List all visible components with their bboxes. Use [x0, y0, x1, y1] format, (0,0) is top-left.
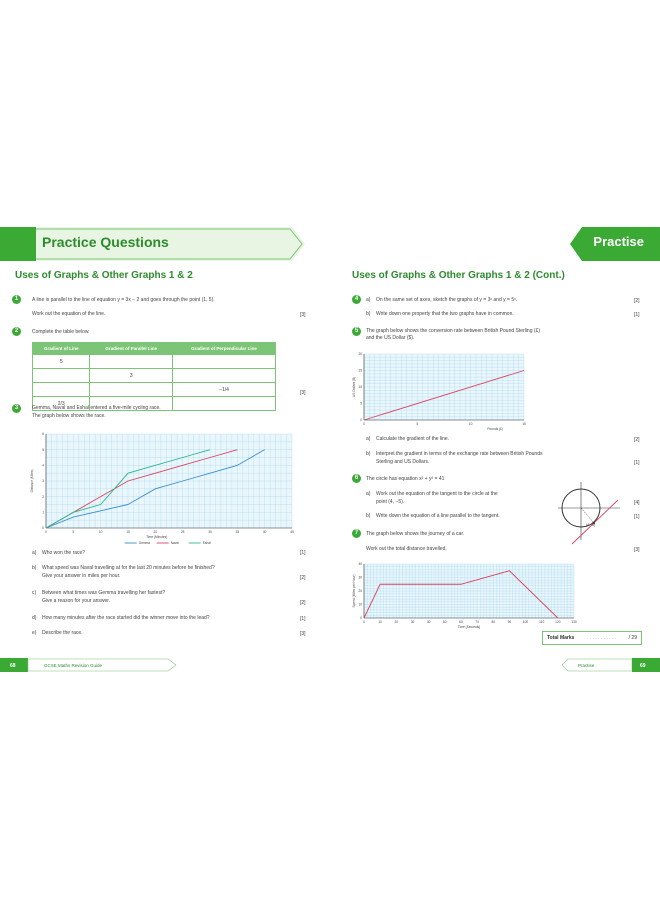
book-title: GCSE Maths Revision Guide — [44, 663, 103, 668]
table-cell[interactable]: −1/4 — [173, 383, 276, 397]
q7-text: The graph below shows the journey of a car. — [366, 531, 465, 537]
x-tick-label: 0 — [45, 530, 47, 534]
left-page — [0, 222, 330, 682]
total-marks-dots: . . . . . . . . . . . — [587, 635, 617, 641]
q5-text-2: and the US Dollar ($). — [366, 335, 415, 341]
table-row — [33, 369, 276, 383]
question-number-2: 2 — [12, 327, 21, 336]
table-cell[interactable] — [173, 369, 276, 383]
table-header: Gradient of Perpendicular Line — [173, 343, 276, 355]
y-tick-label: 0 — [360, 418, 362, 423]
q5a-text: Calculate the gradient of the line. — [376, 436, 450, 442]
x-tick-label: 100 — [522, 620, 529, 624]
table-cell[interactable] — [33, 383, 90, 397]
y-tick-label: 5 — [42, 447, 44, 452]
y-tick-label: 1 — [42, 510, 44, 515]
y-tick-label: 0 — [360, 616, 362, 621]
q5-text: The graph below shows the conversion rate between British Pound Sterling (£) — [366, 328, 540, 334]
x-tick-label: 0 — [363, 422, 365, 426]
table-cell[interactable] — [173, 355, 276, 369]
q6a-text-2: point (4, −5). — [376, 499, 405, 505]
x-axis-label: Pounds (£) — [487, 427, 503, 431]
x-tick-label: 40 — [262, 530, 267, 534]
q6a-text: Work out the equation of the tangent to the circle at the — [376, 491, 498, 497]
q3b-marks: [2] — [300, 575, 306, 581]
y-tick-label: 20 — [358, 352, 362, 357]
q3d-text: How many minutes after the race started did the winner move into the lead? — [42, 615, 210, 621]
q3b-text: What speed was Naval travelling at for the last 20 minutes before he finished? — [42, 565, 215, 571]
q3e-label: e) — [32, 630, 37, 636]
q5b-marks: [1] — [634, 460, 640, 466]
q1-sub-text: Work out the equation of the line. — [32, 311, 106, 317]
table-cell[interactable]: 5 — [33, 355, 90, 369]
q5b-text-2: Sterling and US Dollars. — [376, 459, 430, 465]
x-tick-label: 50 — [442, 620, 447, 624]
q5a-marks: [2] — [634, 437, 640, 443]
q2-text: Complete the table below. — [32, 329, 90, 335]
q6b-marks: [1] — [634, 514, 640, 520]
q3e-text: Describe the race. — [42, 630, 83, 636]
x-tick-label: 10 — [98, 530, 103, 534]
table-cell[interactable] — [173, 397, 276, 411]
q4b-text: Write down one property that the two graphs have in common. — [376, 311, 514, 317]
q4a-marks: [2] — [634, 298, 640, 304]
table-cell[interactable]: 3 — [90, 369, 173, 383]
table-cell[interactable] — [33, 369, 90, 383]
x-axis-label: Time (Seconds) — [457, 625, 481, 629]
right-page-number: 69 — [640, 663, 646, 669]
q3c-marks: [2] — [300, 600, 306, 606]
y-tick-label: 3 — [42, 479, 44, 484]
x-tick-label: 5 — [416, 422, 419, 426]
y-tick-label: 10 — [358, 602, 362, 607]
x-tick-label: 120 — [555, 620, 561, 624]
x-tick-label: 45 — [290, 530, 294, 534]
x-tick-label: 10 — [468, 422, 473, 426]
q4b-label: b) — [366, 311, 371, 317]
question-number-1: 1 — [12, 295, 21, 304]
race-distance-time-chart — [26, 430, 298, 548]
x-tick-label: 15 — [126, 530, 130, 534]
q3-text: Gemma, Naval and Eshal entered a five-mile cycling race. — [32, 405, 161, 411]
q4b-marks: [1] — [634, 312, 640, 318]
question-number-3: 3 — [12, 404, 21, 413]
x-tick-label: 20 — [153, 530, 158, 534]
x-tick-label: 35 — [235, 530, 240, 534]
q3d-label: d) — [32, 615, 37, 621]
question-number-5: 5 — [352, 327, 361, 336]
right-page — [330, 222, 660, 682]
q7-sub-text: Work out the total distance travelled. — [366, 546, 447, 552]
section-title: Uses of Graphs & Other Graphs 1 & 2 — [15, 270, 193, 281]
q3a-text: Who won the race? — [42, 550, 86, 556]
q3a-marks: [1] — [300, 550, 306, 556]
q4a-text: On the same set of axes, sketch the graphs of y = 3ˣ and y = 5ˣ. — [376, 297, 518, 303]
tangent-point-label: (4,−5) — [586, 523, 596, 527]
x-tick-label: 110 — [539, 620, 545, 624]
legend-label: Gemma — [138, 541, 151, 545]
y-axis-label: Speed (Miles per Hour) — [352, 574, 356, 608]
total-marks-box — [542, 631, 642, 645]
y-tick-label: 40 — [358, 562, 362, 567]
left-page-number: 68 — [10, 663, 16, 669]
total-marks-label: Total Marks — [547, 635, 575, 641]
conversion-chart — [350, 350, 532, 434]
y-tick-label: 4 — [42, 463, 44, 468]
table-cell[interactable] — [90, 355, 173, 369]
q1-marks: [3] — [300, 312, 306, 318]
car-journey-chart — [350, 560, 580, 630]
practise-footer-label: Practise — [578, 663, 595, 668]
table-row — [33, 355, 276, 369]
table-cell[interactable]: 2/3 — [33, 397, 90, 411]
banner-title: Practice Questions — [42, 234, 169, 250]
y-tick-label: 10 — [358, 385, 362, 390]
practise-label: Practise — [593, 234, 644, 249]
q6b-text: Write down the equation of a line parallel to the tangent. — [376, 513, 500, 519]
q3c-label: c) — [32, 590, 37, 596]
x-tick-label: 5 — [72, 530, 75, 534]
total-marks-value: / 29 — [628, 635, 637, 641]
y-tick-label: 2 — [42, 494, 44, 499]
x-tick-label: 30 — [410, 620, 415, 624]
q3-text-2: The graph below shows the race. — [32, 413, 106, 419]
q2-marks: [3] — [300, 390, 306, 396]
x-tick-label: 90 — [507, 620, 512, 624]
question-number-7: 7 — [352, 529, 361, 538]
x-tick-label: 70 — [475, 620, 479, 624]
q5b-label: b) — [366, 451, 371, 457]
legend-label: Eshal — [202, 541, 211, 545]
q3c-text-2: Give a reason for your answer. — [42, 598, 111, 604]
table-header: Gradient of Parallel Line — [90, 343, 173, 355]
x-tick-label: 130 — [571, 620, 577, 624]
y-tick-label: 15 — [358, 368, 362, 373]
x-tick-label: 0 — [363, 620, 365, 624]
q3d-marks: [1] — [300, 616, 306, 622]
x-tick-label: 60 — [459, 620, 463, 624]
y-axis-label: Distance (Miles) — [30, 469, 34, 493]
x-tick-label: 80 — [491, 620, 496, 624]
q1-text: A line is parallel to the line of equation y = 3x − 2 and goes through the point (1, 5). — [32, 297, 215, 303]
x-tick-label: 20 — [394, 620, 399, 624]
legend-label: Naval — [170, 541, 179, 545]
q6-text: The circle has equation x² + y² = 41 — [366, 476, 445, 482]
y-tick-label: 20 — [358, 589, 362, 594]
x-tick-label: 25 — [180, 530, 185, 534]
question-number-6: 6 — [352, 474, 361, 483]
q5a-label: a) — [366, 436, 371, 442]
question-number-4: 4 — [352, 295, 361, 304]
q3e-marks: [3] — [300, 631, 306, 637]
q4a-label: a) — [366, 297, 371, 303]
table-row — [33, 383, 276, 397]
y-axis-label: US Dollars ($) — [352, 376, 356, 398]
q5b-text: Interpret the gradient in terms of the exchange rate between British Pounds — [376, 451, 543, 457]
q7-marks: [3] — [634, 547, 640, 553]
y-tick-label: 6 — [42, 432, 44, 437]
q3b-label: b) — [32, 565, 37, 571]
x-axis-label: Time (Minutes) — [146, 535, 168, 539]
table-header: Gradient of Line — [33, 343, 90, 355]
q6a-marks: [4] — [634, 500, 640, 506]
circle-tangent-diagram — [554, 480, 624, 548]
q6a-label: a) — [366, 491, 371, 497]
q3b-text-2: Give your answer in miles per hour. — [42, 573, 121, 579]
y-tick-label: 30 — [358, 575, 362, 580]
y-tick-label: 0 — [42, 526, 44, 531]
x-tick-label: 40 — [426, 620, 431, 624]
y-tick-label: 5 — [360, 401, 362, 406]
q3c-text: Between what times was Gemma travelling her fastest? — [42, 590, 166, 596]
x-tick-label: 30 — [208, 530, 212, 534]
q3a-label: a) — [32, 550, 37, 556]
x-tick-label: 10 — [378, 620, 382, 624]
q6b-label: b) — [366, 513, 371, 519]
table-cell[interactable] — [90, 383, 173, 397]
section-title-cont: Uses of Graphs & Other Graphs 1 & 2 (Cont.) — [352, 270, 565, 281]
gradient-table — [32, 342, 276, 411]
x-tick-label: 15 — [522, 422, 526, 426]
